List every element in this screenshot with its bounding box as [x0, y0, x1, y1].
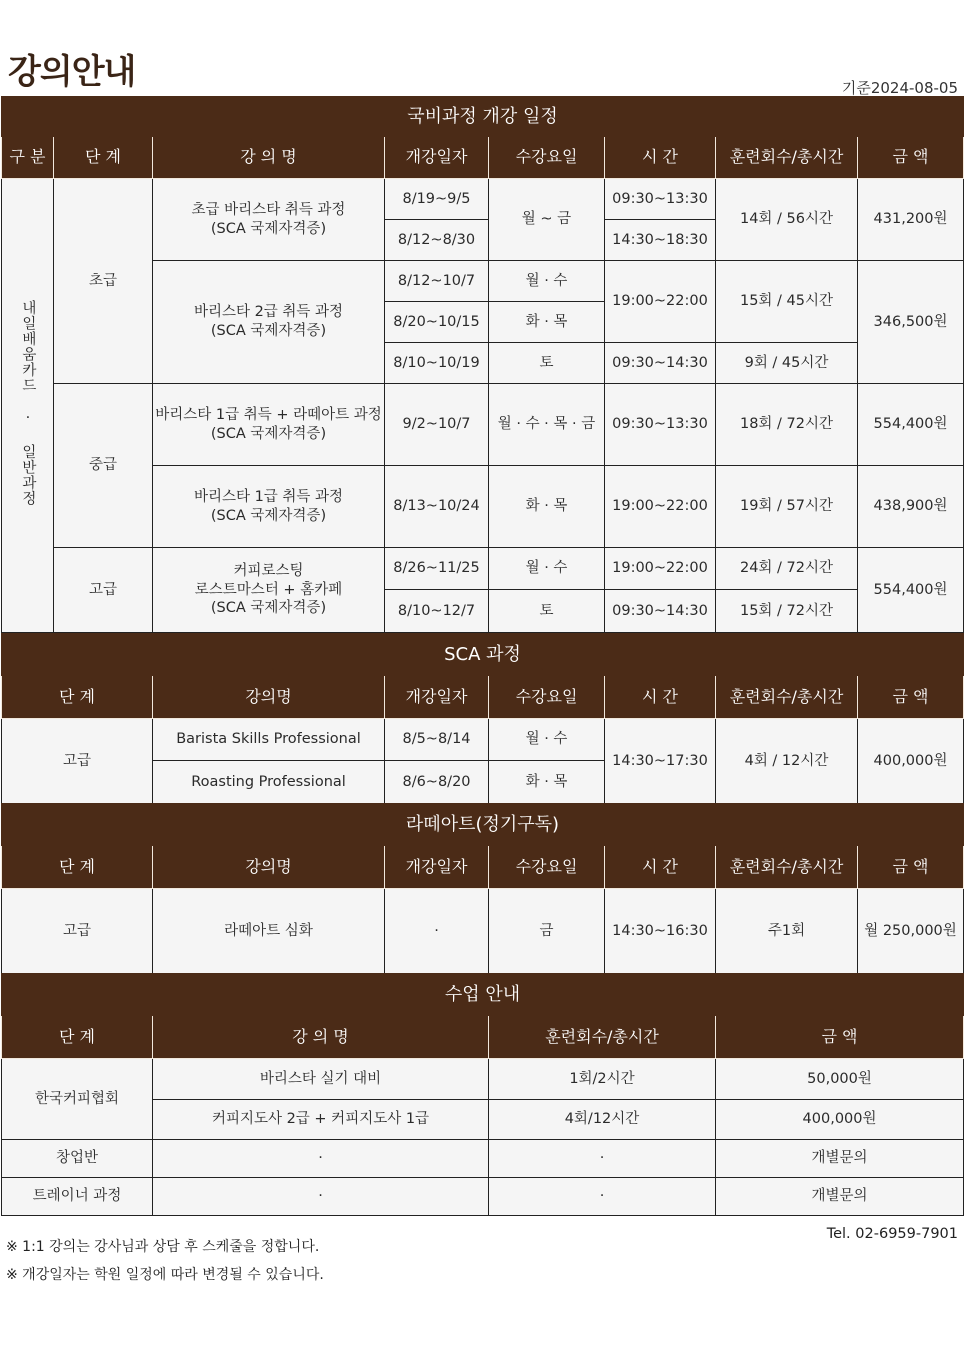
start-date: 8/12~10/7 [385, 261, 489, 302]
col-header: 개강일자 [385, 846, 489, 889]
col-header: 금 액 [716, 1016, 964, 1059]
course-name: · [153, 1140, 489, 1178]
class-days: 월 ~ 금 [489, 179, 605, 261]
sessions: · [489, 1140, 716, 1178]
level-cell: 트레이너 과정 [2, 1178, 153, 1216]
course-name: 커피지도사 2급 + 커피지도사 1급 [153, 1100, 489, 1140]
col-header: 시 간 [605, 846, 716, 889]
price: 346,500원 [858, 261, 964, 384]
sessions: 15회 / 72시간 [716, 590, 858, 633]
sessions: 14회 / 56시간 [716, 179, 858, 261]
price: 400,000원 [716, 1100, 964, 1140]
sessions: 1회/2시간 [489, 1059, 716, 1100]
page-title: 강의안내 [8, 52, 136, 92]
col-header: 수강요일 [489, 676, 605, 719]
start-date: 8/6~8/20 [385, 761, 489, 804]
start-date: · [385, 889, 489, 974]
class-days: 월 · 수 [489, 548, 605, 590]
start-date: 8/19~9/5 [385, 179, 489, 220]
course-name: 바리스타 1급 취득 과정 (SCA 국제자격증) [153, 466, 385, 548]
class-days: 토 [489, 343, 605, 384]
course-name: Roasting Professional [153, 761, 385, 804]
course-name: Barista Skills Professional [153, 719, 385, 761]
col-header: 금 액 [858, 137, 964, 179]
course-name: 바리스타 2급 취득 과정 (SCA 국제자격증) [153, 261, 385, 384]
class-time: 19:00~22:00 [605, 261, 716, 343]
class-days: 화 · 목 [489, 302, 605, 343]
course-name: 라떼아트 심화 [153, 889, 385, 974]
sessions: 15회 / 45시간 [716, 261, 858, 343]
start-date: 8/12~8/30 [385, 220, 489, 261]
sca-course-table [1, 633, 964, 804]
sessions: 4회/12시간 [489, 1100, 716, 1140]
col-header: 훈련회수/총시간 [716, 137, 858, 179]
section-heading: SCA 과정 [2, 634, 964, 676]
col-header: 단 계 [2, 676, 153, 719]
class-days: 화 · 목 [489, 466, 605, 548]
course-name: 초급 바리스타 취득 과정 (SCA 국제자격증) [153, 179, 385, 261]
sessions: 24회 / 72시간 [716, 548, 858, 590]
sessions: 주1회 [716, 889, 858, 974]
col-header: 훈련회수/총시간 [716, 676, 858, 719]
sessions: 19회 / 57시간 [716, 466, 858, 548]
class-time: 19:00~22:00 [605, 548, 716, 590]
col-header: 단 계 [2, 846, 153, 889]
class-days: 화 · 목 [489, 761, 605, 804]
latte-art-table [1, 803, 964, 974]
course-name: 바리스타 1급 취득 + 라떼아트 과정 (SCA 국제자격증) [153, 384, 385, 466]
col-header: 수강요일 [489, 137, 605, 179]
price: 554,400원 [858, 548, 964, 633]
start-date: 8/26~11/25 [385, 548, 489, 590]
category-cell [2, 179, 54, 633]
class-time: 09:30~13:30 [605, 384, 716, 466]
class-days: 금 [489, 889, 605, 974]
category-label: 내일배움카드 · 일반과정 [19, 299, 36, 506]
col-header: 금 액 [858, 846, 964, 889]
course-name: · [153, 1178, 489, 1216]
price: 월 250,000원 [858, 889, 964, 974]
level-cell: 고급 [54, 548, 153, 633]
col-header: 훈련회수/총시간 [489, 1016, 716, 1059]
level-cell: 중급 [54, 384, 153, 548]
col-header: 개강일자 [385, 676, 489, 719]
level-cell: 고급 [2, 719, 153, 804]
col-header: 단 계 [54, 137, 153, 179]
price: 50,000원 [716, 1059, 964, 1100]
course-name: 바리스타 실기 대비 [153, 1059, 489, 1100]
start-date: 8/5~8/14 [385, 719, 489, 761]
price: 400,000원 [858, 719, 964, 804]
level-cell: 창업반 [2, 1140, 153, 1178]
class-days: 월 · 수 [489, 261, 605, 302]
class-time: 14:30~18:30 [605, 220, 716, 261]
start-date: 8/10~12/7 [385, 590, 489, 633]
level-cell: 한국커피협회 [2, 1059, 153, 1140]
start-date: 9/2~10/7 [385, 384, 489, 466]
col-header: 강 의 명 [153, 1016, 489, 1059]
col-header: 시 간 [605, 676, 716, 719]
class-time: 19:00~22:00 [605, 466, 716, 548]
level-cell: 고급 [2, 889, 153, 974]
class-time: 09:30~13:30 [605, 179, 716, 220]
col-header: 수강요일 [489, 846, 605, 889]
date-label: 기준2024-08-05 [841, 79, 958, 97]
class-days: 월 · 수 · 목 · 금 [489, 384, 605, 466]
class-days: 토 [489, 590, 605, 633]
col-header: 훈련회수/총시간 [716, 846, 858, 889]
price: 개별문의 [716, 1140, 964, 1178]
col-header: 시 간 [605, 137, 716, 179]
price: 554,400원 [858, 384, 964, 466]
telephone: Tel. 02-6959-7901 [826, 1226, 958, 1242]
note-schedule-change: ※ 개강일자는 학원 일정에 따라 변경될 수 있습니다. [6, 1267, 324, 1283]
section-heading: 국비과정 개강 일정 [2, 97, 964, 137]
class-time: 09:30~14:30 [605, 343, 716, 384]
col-header: 단 계 [2, 1016, 153, 1059]
class-time: 14:30~16:30 [605, 889, 716, 974]
section-heading: 라떼아트(정기구독) [2, 804, 964, 846]
class-days: 월 · 수 [489, 719, 605, 761]
col-header: 금 액 [858, 676, 964, 719]
course-name: 커피로스팅 로스트마스터 + 홈카페 (SCA 국제자격증) [153, 548, 385, 633]
col-header: 강의명 [153, 846, 385, 889]
price: 438,900원 [858, 466, 964, 548]
note-one-on-one: ※ 1:1 강의는 강사님과 상담 후 스케줄을 정합니다. [6, 1239, 320, 1255]
col-header: 강 의 명 [153, 137, 385, 179]
col-header: 개강일자 [385, 137, 489, 179]
col-header: 구 분 [2, 137, 54, 179]
sessions: 9회 / 45시간 [716, 343, 858, 384]
section-heading: 수업 안내 [2, 974, 964, 1016]
sessions: · [489, 1178, 716, 1216]
class-time: 09:30~14:30 [605, 590, 716, 633]
level-cell: 초급 [54, 179, 153, 384]
start-date: 8/13~10/24 [385, 466, 489, 548]
start-date: 8/20~10/15 [385, 302, 489, 343]
sessions: 4회 / 12시간 [716, 719, 858, 804]
price: 431,200원 [858, 179, 964, 261]
class-info-table [1, 973, 964, 1216]
col-header: 강의명 [153, 676, 385, 719]
national-course-table [1, 96, 964, 633]
class-time: 14:30~17:30 [605, 719, 716, 804]
price: 개별문의 [716, 1178, 964, 1216]
sessions: 18회 / 72시간 [716, 384, 858, 466]
start-date: 8/10~10/19 [385, 343, 489, 384]
